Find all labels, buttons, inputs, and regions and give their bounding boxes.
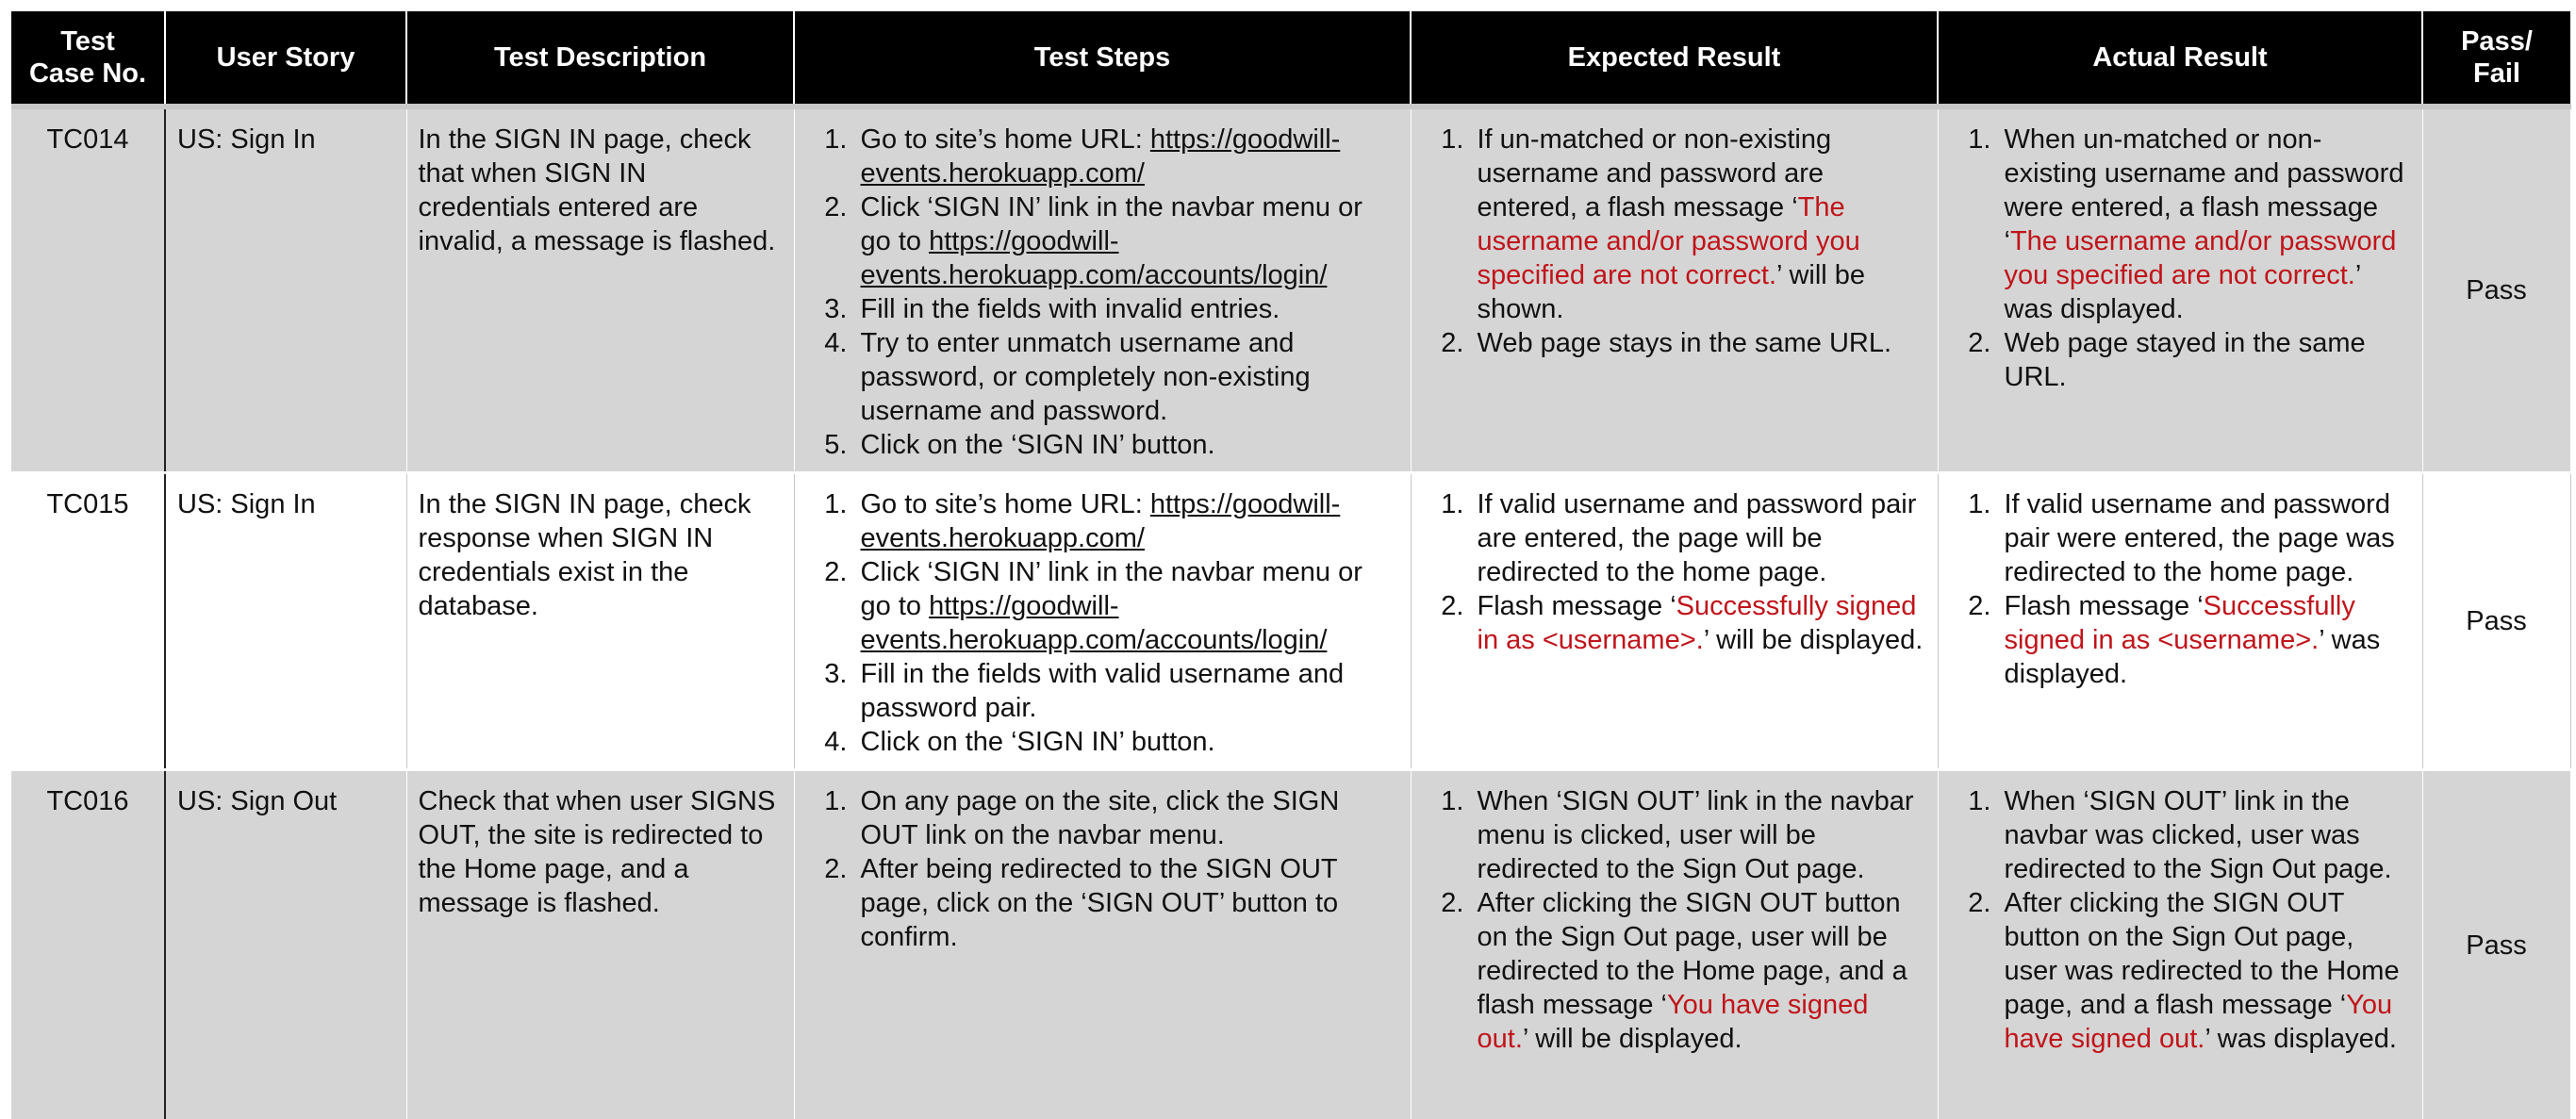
actual-result	[1938, 107, 2422, 473]
actual-list	[1950, 123, 2411, 394]
expected-item: 2. After clicking the SIGN OUT button on the Sign Out page, user will be redirected to the Home page, and a flash message ‘You have signed out.’ will be displayed.	[1472, 886, 1926, 1056]
header-test-description: Test Description	[406, 11, 794, 107]
pass-fail-result: Pass	[2422, 770, 2570, 1119]
pass-fail-result: Pass	[2422, 473, 2570, 770]
expected-item: 1. When ‘SIGN OUT’ link in the navbar menu is clicked, user will be redirected to the Sign Out page.	[1472, 784, 1926, 886]
expected-result	[1411, 107, 1938, 473]
steps-list	[806, 487, 1399, 759]
header-actual-result: Actual Result	[1938, 11, 2422, 107]
user-story: US: Sign In	[165, 107, 406, 473]
test-steps	[794, 107, 1411, 473]
pass-fail-result: Pass	[2422, 107, 2570, 473]
actual-item: 1. When ‘SIGN OUT’ link in the navbar was clicked, user was redirected to the Sign Out page.	[1999, 784, 2411, 886]
table-body	[11, 107, 2570, 1119]
test-cases-table	[11, 11, 2571, 1119]
flash-message: The username and/or password you specified are not correct.	[2005, 226, 2397, 290]
actual-list	[1950, 487, 2411, 691]
step-item: 5. Click on the ‘SIGN IN’ button.	[855, 428, 1399, 462]
step-item: 1. On any page on the site, click the SIGN OUT link on the navbar menu.	[855, 784, 1399, 852]
expected-list	[1423, 123, 1926, 360]
expected-item: 1. If valid username and password pair are entered, the page will be redirected to the home page.	[1472, 487, 1926, 589]
flash-message: You have signed out.	[1478, 990, 1869, 1054]
flash-message: The username and/or password you specified are not correct.	[1478, 192, 1860, 290]
expected-result	[1411, 770, 1938, 1119]
steps-list	[806, 123, 1399, 462]
test-case-id: TC016	[11, 770, 165, 1119]
user-story: US: Sign Out	[165, 770, 406, 1119]
header-pass-fail: Pass/ Fail	[2422, 11, 2570, 107]
step-item: 2. Click ‘SIGN IN’ link in the navbar menu or go to https://goodwill-events.herokuapp.com/accounts/login/	[855, 555, 1399, 657]
actual-result	[1938, 473, 2422, 770]
header-test-steps: Test Steps	[794, 11, 1411, 107]
expected-result	[1411, 473, 1938, 770]
test-steps	[794, 473, 1411, 770]
actual-item: 1. When un-matched or non-existing username and password were entered, a flash message ‘The username and/or password you specified are not correct.’ was displayed.	[1999, 123, 2411, 326]
actual-list	[1950, 784, 2411, 1056]
step-item: 4. Click on the ‘SIGN IN’ button.	[855, 725, 1399, 759]
table-row	[11, 473, 2570, 770]
login-url-link[interactable]: https://goodwill-events.herokuapp.com/accounts/login/	[861, 226, 1328, 290]
actual-result	[1938, 770, 2422, 1119]
test-description: In the SIGN IN page, check response when SIGN IN credentials exist in the database.	[406, 473, 794, 770]
user-story: US: Sign In	[165, 473, 406, 770]
test-description: Check that when user SIGNS OUT, the site is redirected to the Home page, and a message is flashed.	[406, 770, 794, 1119]
step-item: 2. Click ‘SIGN IN’ link in the navbar menu or go to https://goodwill-events.herokuapp.com/accounts/login/	[855, 190, 1399, 292]
test-case-id: TC015	[11, 473, 165, 770]
actual-item: 2. Web page stayed in the same URL.	[1999, 326, 2411, 394]
steps-list	[806, 784, 1399, 954]
step-item: 1. Go to site’s home URL: https://goodwill-events.herokuapp.com/	[855, 487, 1399, 555]
step-item: 3. Fill in the fields with invalid entries.	[855, 292, 1399, 326]
header-test-case-no: Test Case No.	[11, 11, 165, 107]
test-description: In the SIGN IN page, check that when SIGN IN credentials entered are invalid, a message is flashed.	[406, 107, 794, 473]
test-case-id: TC014	[11, 107, 165, 473]
actual-item: 2. After clicking the SIGN OUT button on the Sign Out page, user was redirected to the Home page, and a flash message ‘You have signed out.’ was displayed.	[1999, 886, 2411, 1056]
header-row	[11, 11, 2570, 107]
step-item: 4. Try to enter unmatch username and password, or completely non-existing username and password.	[855, 326, 1399, 428]
home-url-link[interactable]: https://goodwill-events.herokuapp.com/	[861, 124, 1341, 189]
step-item: 1. Go to site’s home URL: https://goodwill-events.herokuapp.com/	[855, 123, 1399, 190]
expected-item: 1. If un-matched or non-existing username and password are entered, a flash message ‘The username and/or password you specified are not correct.’ will be shown.	[1472, 123, 1926, 326]
expected-list	[1423, 784, 1926, 1056]
header-expected-result: Expected Result	[1411, 11, 1938, 107]
flash-message: You have signed out.	[2005, 990, 2393, 1054]
table-row	[11, 107, 2570, 473]
test-steps	[794, 770, 1411, 1119]
expected-list	[1423, 487, 1926, 657]
table-header	[11, 11, 2570, 107]
home-url-link[interactable]: https://goodwill-events.herokuapp.com/	[861, 489, 1341, 553]
step-item: 3. Fill in the fields with valid username and password pair.	[855, 657, 1399, 725]
flash-message: Successfully signed in as <username>.	[2005, 591, 2355, 655]
flash-message: Successfully signed in as <username>.	[1478, 591, 1917, 655]
expected-item: 2. Flash message ‘Successfully signed in as <username>.’ will be displayed.	[1472, 589, 1926, 657]
actual-item: 1. If valid username and password pair were entered, the page was redirected to the home page.	[1999, 487, 2411, 589]
header-user-story: User Story	[165, 11, 406, 107]
expected-item: 2. Web page stays in the same URL.	[1472, 326, 1926, 360]
step-item: 2. After being redirected to the SIGN OUT page, click on the ‘SIGN OUT’ button to confirm.	[855, 852, 1399, 954]
login-url-link[interactable]: https://goodwill-events.herokuapp.com/accounts/login/	[861, 591, 1328, 655]
actual-item: 2. Flash message ‘Successfully signed in as <username>.’ was displayed.	[1999, 589, 2411, 691]
table-row	[11, 770, 2570, 1119]
